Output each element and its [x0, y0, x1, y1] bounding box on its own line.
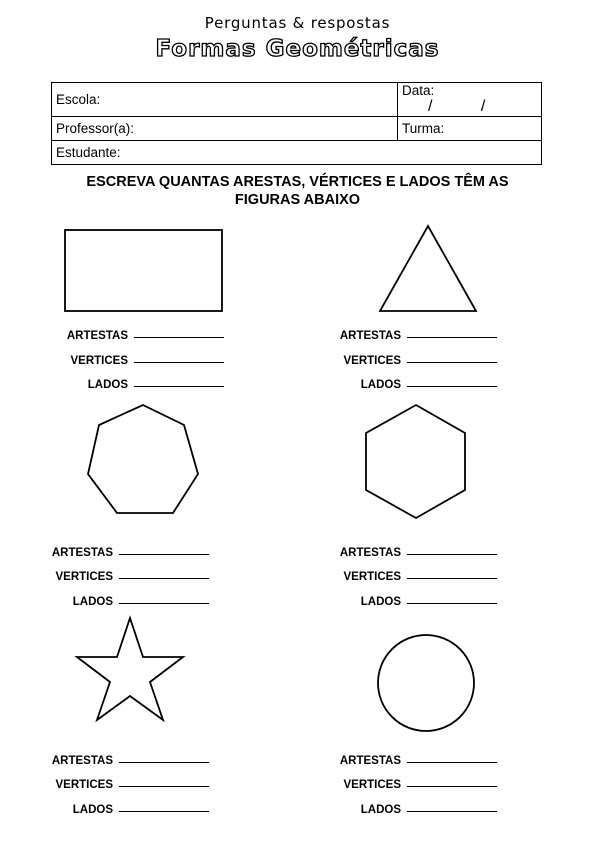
vertices-row: [0, 779, 503, 793]
instruction: [40, 173, 555, 209]
date-slashes: / /: [428, 98, 508, 115]
edges-row: [0, 547, 503, 561]
sides-label: LADOS: [87, 379, 128, 391]
sides-label: LADOS: [72, 596, 113, 608]
vertices-label: VERTICES: [343, 779, 401, 791]
vertices-label: VERTICES: [55, 779, 113, 791]
sides-row: [0, 596, 503, 610]
date-field[interactable]: [398, 83, 542, 117]
teacher-field[interactable]: [52, 117, 398, 141]
edges-answer-line[interactable]: [407, 554, 497, 555]
date-label: Data:: [402, 83, 435, 98]
student-field[interactable]: [52, 141, 542, 165]
sides-row: [0, 379, 503, 393]
school-label: Escola:: [56, 92, 101, 107]
rectangle-icon: [60, 225, 230, 317]
class-label: Turma:: [402, 121, 445, 136]
edges-label: ARTESTAS: [51, 755, 113, 767]
teacher-label: Professor(a):: [56, 121, 135, 136]
sides-label: LADOS: [72, 804, 113, 816]
sides-answer-line[interactable]: [407, 386, 497, 387]
heptagon-icon: [80, 397, 206, 521]
sides-label: LADOS: [360, 596, 401, 608]
vertices-row: [0, 571, 503, 585]
vertices-answer-line[interactable]: [407, 786, 497, 787]
worksheet-title: Formas Geométricas: [155, 36, 440, 62]
vertices-answer-line[interactable]: [407, 578, 497, 579]
vertices-row: [0, 355, 503, 369]
edges-label: ARTESTAS: [339, 330, 401, 342]
edges-label: ARTESTAS: [339, 755, 401, 767]
info-table: [51, 82, 542, 165]
edges-label: ARTESTAS: [51, 547, 113, 559]
vertices-label: VERTICES: [343, 355, 401, 367]
worksheet-subtitle: Perguntas & respostas: [204, 14, 391, 32]
edges-answer-line[interactable]: [407, 337, 497, 338]
sides-label: LADOS: [360, 379, 401, 391]
class-field[interactable]: [398, 117, 542, 141]
instruction-line-1: ESCREVA QUANTAS ARESTAS, VÉRTICES E LADOS TÊM AS: [86, 174, 509, 190]
sides-answer-line[interactable]: [407, 603, 497, 604]
sides-answer-line[interactable]: [407, 811, 497, 812]
student-label: Estudante:: [56, 145, 121, 160]
edges-answer-line[interactable]: [407, 762, 497, 763]
triangle-icon: [372, 220, 484, 316]
vertices-label: VERTICES: [55, 571, 113, 583]
edges-row: [0, 330, 503, 344]
edges-label: ARTESTAS: [339, 547, 401, 559]
school-field[interactable]: [52, 83, 398, 117]
hexagon-icon: [358, 398, 474, 524]
vertices-label: VERTICES: [343, 571, 401, 583]
circle-icon: [370, 627, 482, 739]
sides-row: [0, 804, 503, 818]
instruction-line-2: FIGURAS ABAIXO: [234, 192, 361, 208]
edges-row: [0, 755, 503, 769]
sides-label: LADOS: [360, 804, 401, 816]
vertices-label: VERTICES: [70, 355, 128, 367]
star-icon: [68, 610, 192, 726]
vertices-answer-line[interactable]: [407, 362, 497, 363]
edges-label: ARTESTAS: [66, 330, 128, 342]
